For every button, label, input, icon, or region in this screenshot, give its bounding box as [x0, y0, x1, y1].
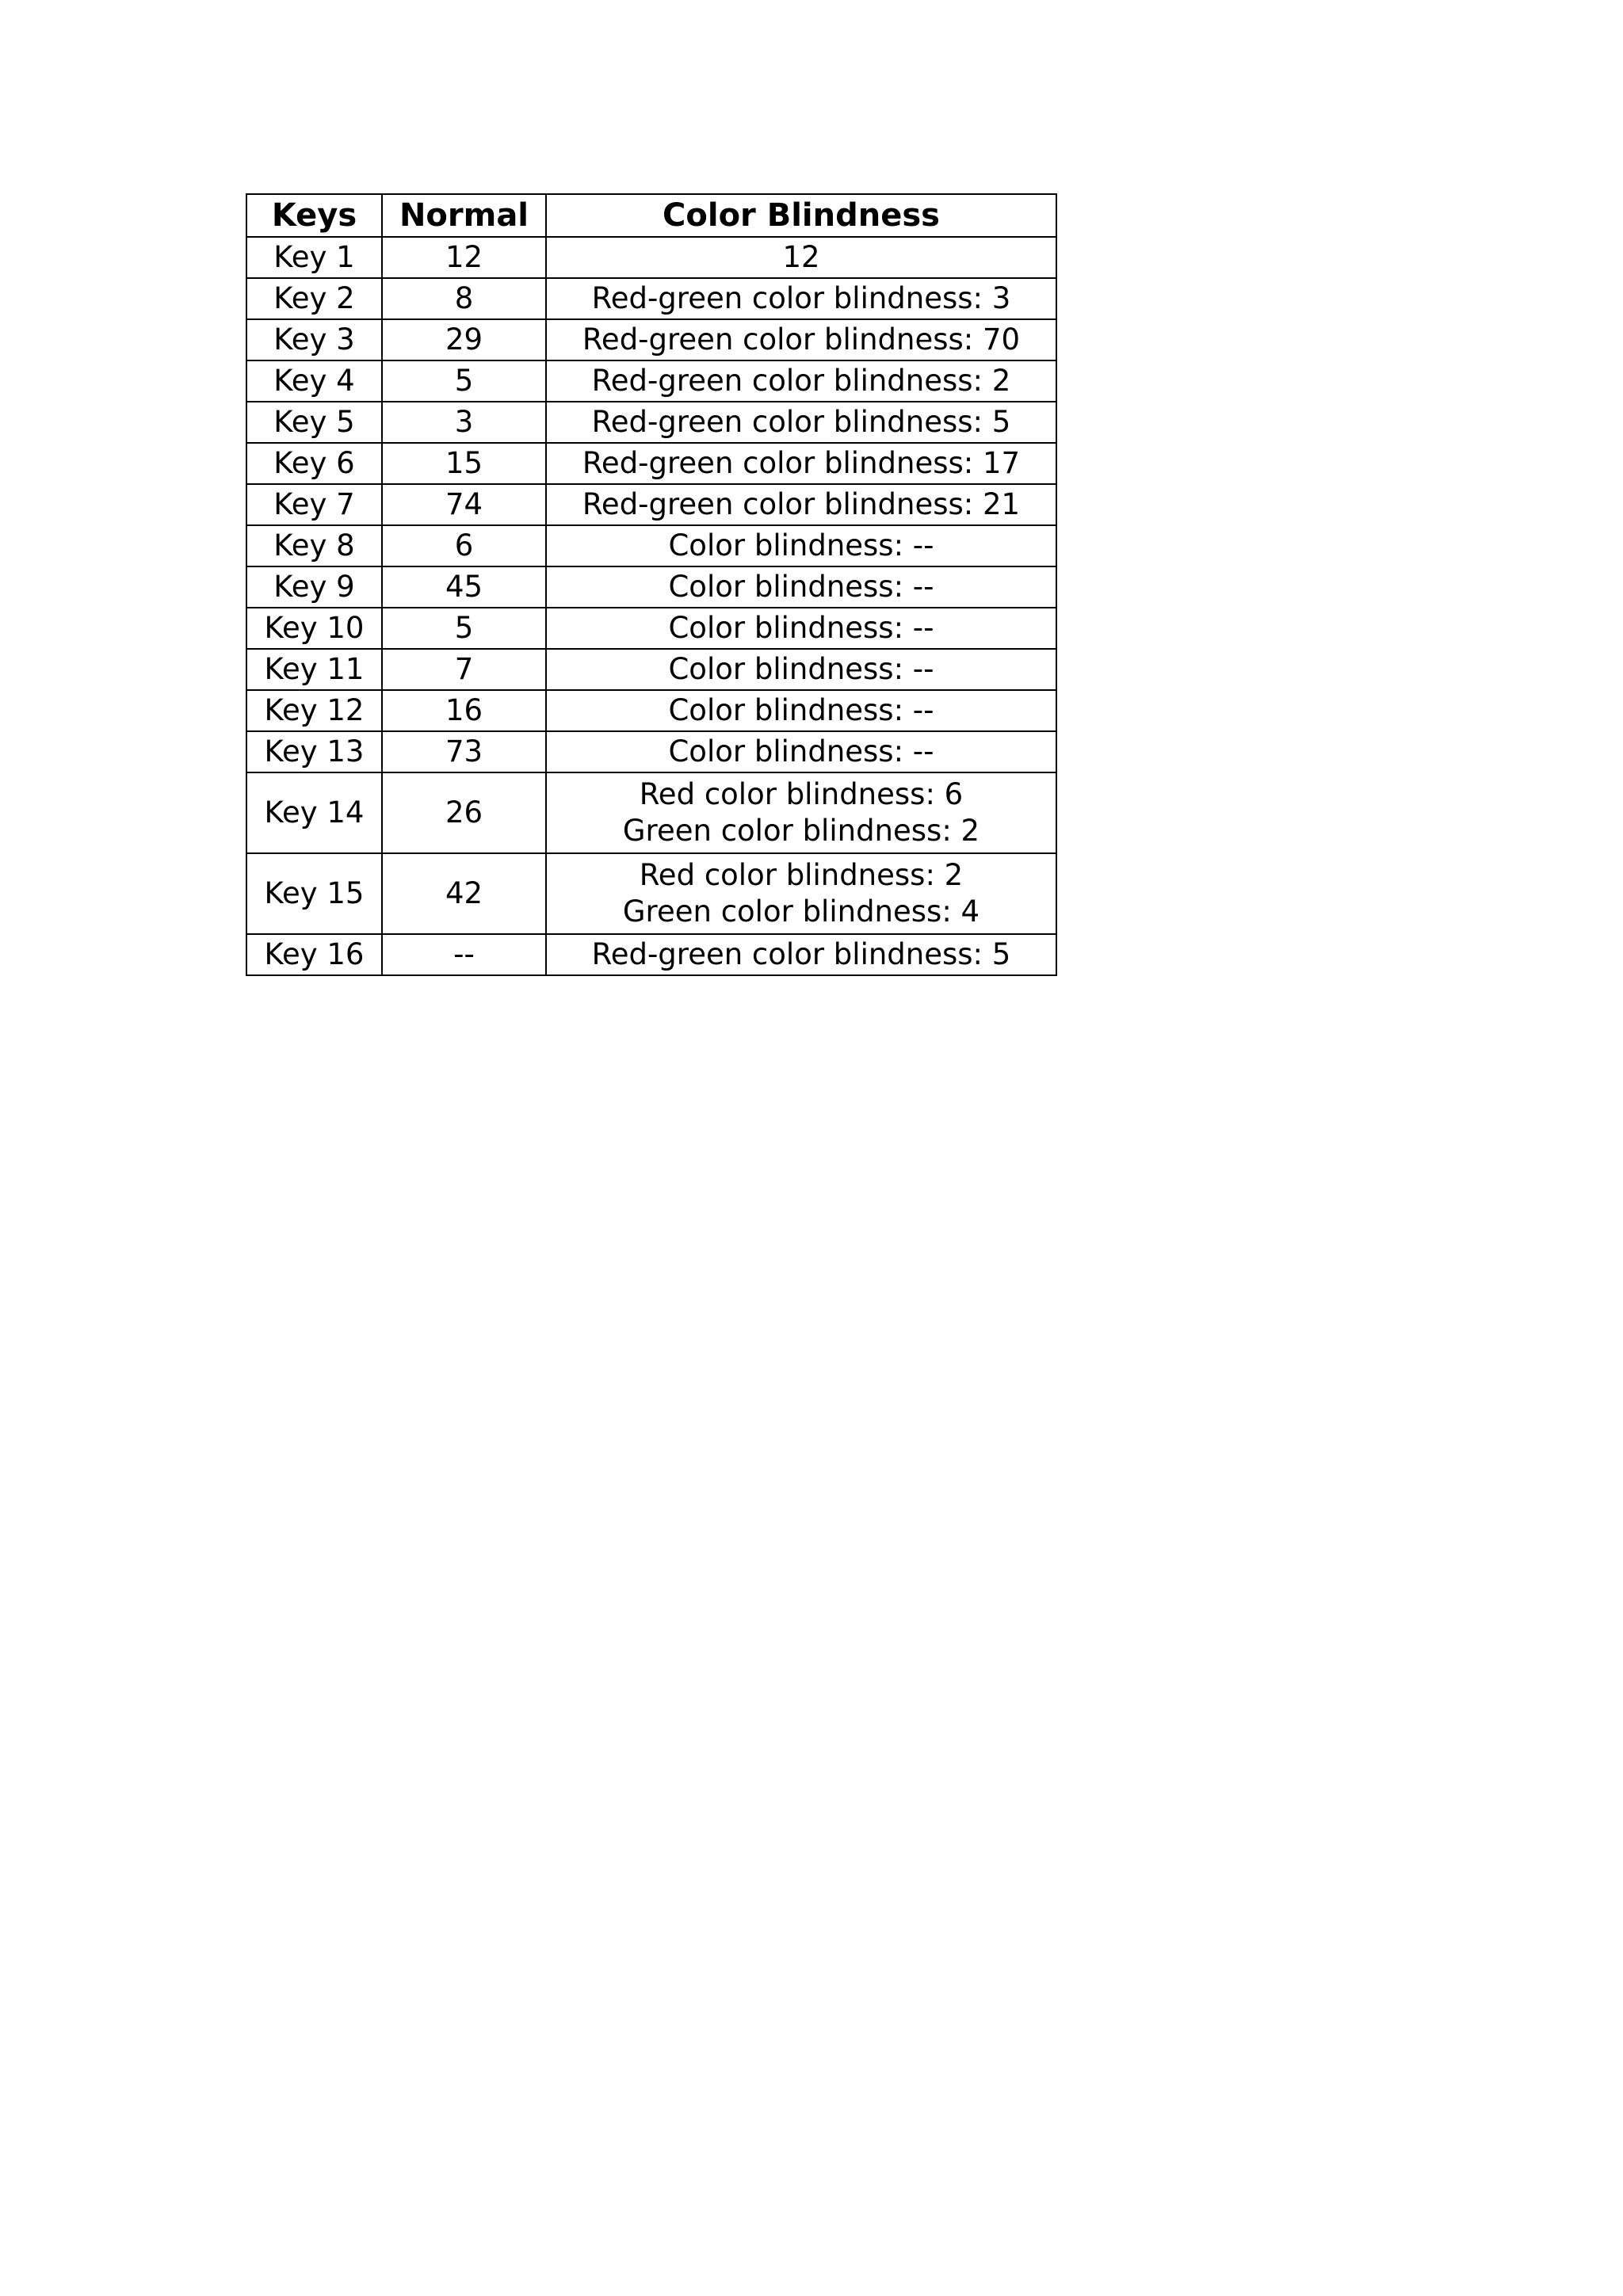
- cell-key: Key 9: [246, 566, 382, 608]
- cell-normal: 8: [382, 278, 546, 319]
- cell-color-blindness: [546, 237, 1056, 278]
- color-blindness-line: Red-green color blindness: 21: [582, 487, 1021, 521]
- color-blindness-line: Red-green color blindness: 5: [591, 937, 1011, 971]
- cell-color-blindness: [546, 690, 1056, 731]
- table-row: [246, 853, 1056, 934]
- cell-key: Key 7: [246, 484, 382, 525]
- cell-color-blindness: [546, 649, 1056, 690]
- color-blindness-line: 12: [782, 240, 820, 274]
- table-row: [246, 525, 1056, 566]
- table-row: [246, 731, 1056, 772]
- cell-normal: 74: [382, 484, 546, 525]
- cell-key: Key 4: [246, 360, 382, 402]
- cell-key: Key 12: [246, 690, 382, 731]
- cell-color-blindness: [546, 319, 1056, 360]
- cell-color-blindness: [546, 853, 1056, 934]
- color-blindness-line: Color blindness: --: [668, 570, 934, 604]
- color-blindness-line: Color blindness: --: [668, 693, 934, 727]
- color-blindness-line: Green color blindness: 4: [622, 894, 980, 929]
- cell-normal: 42: [382, 853, 546, 934]
- cell-key: Key 6: [246, 443, 382, 484]
- cell-normal: 6: [382, 525, 546, 566]
- cell-normal: 15: [382, 443, 546, 484]
- color-blindness-line: Color blindness: --: [668, 611, 934, 645]
- cell-normal: 5: [382, 608, 546, 649]
- cell-normal: 45: [382, 566, 546, 608]
- color-blindness-line: Color blindness: --: [668, 528, 934, 563]
- color-blindness-line: Green color blindness: 2: [622, 814, 980, 848]
- cell-normal: 7: [382, 649, 546, 690]
- table-row: [246, 319, 1056, 360]
- header-keys: Keys: [246, 194, 382, 237]
- table-row: [246, 690, 1056, 731]
- table-header: [246, 194, 1056, 237]
- color-blindness-line: Red color blindness: 6: [639, 777, 964, 811]
- cell-normal: 16: [382, 690, 546, 731]
- header-normal: Normal: [382, 194, 546, 237]
- cell-normal: 73: [382, 731, 546, 772]
- cell-key: Key 8: [246, 525, 382, 566]
- cell-color-blindness: [546, 360, 1056, 402]
- table-row: [246, 360, 1056, 402]
- table-row: [246, 278, 1056, 319]
- color-blindness-line: Red-green color blindness: 70: [582, 322, 1021, 357]
- cell-key: Key 1: [246, 237, 382, 278]
- cell-normal: 12: [382, 237, 546, 278]
- cell-key: Key 5: [246, 402, 382, 443]
- table-row: [246, 934, 1056, 975]
- cell-color-blindness: [546, 525, 1056, 566]
- color-blindness-line: Red-green color blindness: 5: [591, 405, 1011, 439]
- color-blindness-line: Red-green color blindness: 3: [591, 281, 1011, 315]
- header-color-blindness: Color Blindness: [546, 194, 1056, 237]
- cell-color-blindness: [546, 443, 1056, 484]
- color-blindness-line: Red-green color blindness: 2: [591, 364, 1011, 398]
- table-row: [246, 772, 1056, 853]
- table-row: [246, 237, 1056, 278]
- table-row: [246, 443, 1056, 484]
- table-row: [246, 649, 1056, 690]
- cell-color-blindness: [546, 608, 1056, 649]
- color-blindness-line: Color blindness: --: [668, 734, 934, 769]
- table-row: [246, 484, 1056, 525]
- table-row: [246, 608, 1056, 649]
- color-blindness-line: Red-green color blindness: 17: [582, 446, 1021, 480]
- cell-color-blindness: [546, 772, 1056, 853]
- cell-color-blindness: [546, 484, 1056, 525]
- header-row: [246, 194, 1056, 237]
- cell-key: Key 16: [246, 934, 382, 975]
- color-blindness-key-table: [246, 193, 1057, 976]
- cell-key: Key 15: [246, 853, 382, 934]
- cell-normal: 3: [382, 402, 546, 443]
- cell-color-blindness: [546, 934, 1056, 975]
- cell-normal: 26: [382, 772, 546, 853]
- cell-key: Key 3: [246, 319, 382, 360]
- cell-normal: 29: [382, 319, 546, 360]
- cell-key: Key 10: [246, 608, 382, 649]
- table-row: [246, 566, 1056, 608]
- cell-key: Key 14: [246, 772, 382, 853]
- cell-normal: --: [382, 934, 546, 975]
- cell-key: Key 2: [246, 278, 382, 319]
- cell-key: Key 13: [246, 731, 382, 772]
- color-blindness-line: Color blindness: --: [668, 652, 934, 686]
- cell-key: Key 11: [246, 649, 382, 690]
- cell-color-blindness: [546, 402, 1056, 443]
- cell-normal: 5: [382, 360, 546, 402]
- color-blindness-line: Red color blindness: 2: [639, 858, 964, 892]
- cell-color-blindness: [546, 278, 1056, 319]
- cell-color-blindness: [546, 566, 1056, 608]
- table-row: [246, 402, 1056, 443]
- table-body: [246, 237, 1056, 975]
- cell-color-blindness: [546, 731, 1056, 772]
